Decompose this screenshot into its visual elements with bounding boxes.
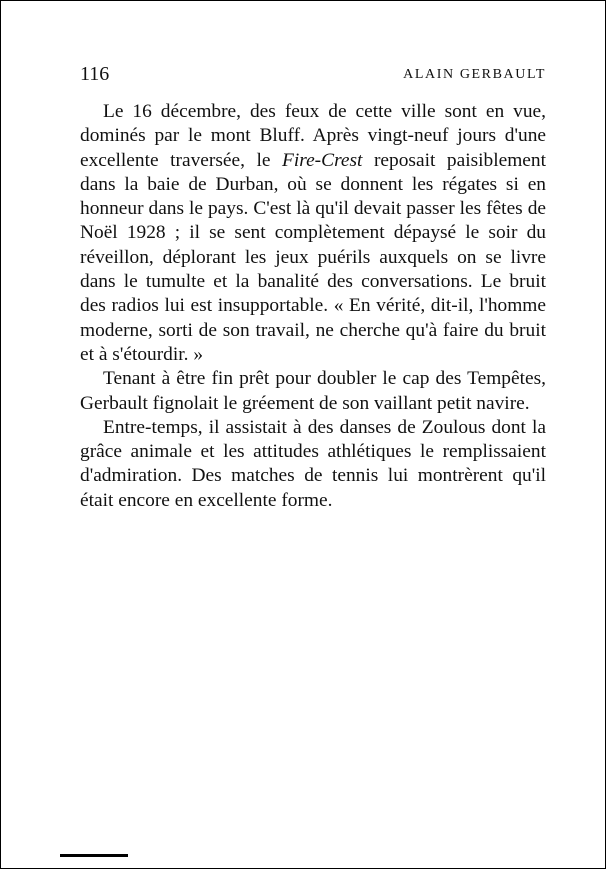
- paragraph-zulu-dances: Entre-temps, il assistait à des danses de Zoulous dont la grâce animale et les attitudes athlétiques le remplissaient d'admiration. Des matches de tennis lui montrèrent qu'il était encore en excellente forme.: [80, 416, 546, 511]
- page-header: [80, 61, 546, 87]
- running-head: ALAIN GERBAULT: [403, 67, 546, 82]
- footer-rule: [60, 854, 128, 857]
- page-number: 116: [80, 63, 110, 85]
- boat-name: Fire-Crest: [282, 149, 363, 171]
- paragraph-durban: [80, 100, 546, 367]
- paragraph-text: Le 16 décembre, des feux de cette ville sont en vue, dominés par le mont Bluff. Après vingt-neuf jours d'une excellente traversée, le: [80, 101, 546, 171]
- body-text: [80, 100, 546, 513]
- paragraph-rigging: Tenant à être fin prêt pour doubler le cap des Tempêtes, Gerbault fignolait le gréement de son vaillant petit navire.: [80, 368, 546, 414]
- paragraph-text: reposait paisiblement dans la baie de Durban, où se donnent les régates si en honneur dans le pays. C'est là qu'il devait passer les fêtes de Noël 1928 ; il se sent complètement dépaysé le soir du réveillon, déplorant les jeux puérils auxquels on se livre dans le tumulte et la banalité des conversations. Le bruit des radios lui est insupportable. « En vérité, dit-il, l'homme moderne, sorti de son travail, ne cherche qu'à faire du bruit et à s'étourdir. »: [80, 149, 546, 365]
